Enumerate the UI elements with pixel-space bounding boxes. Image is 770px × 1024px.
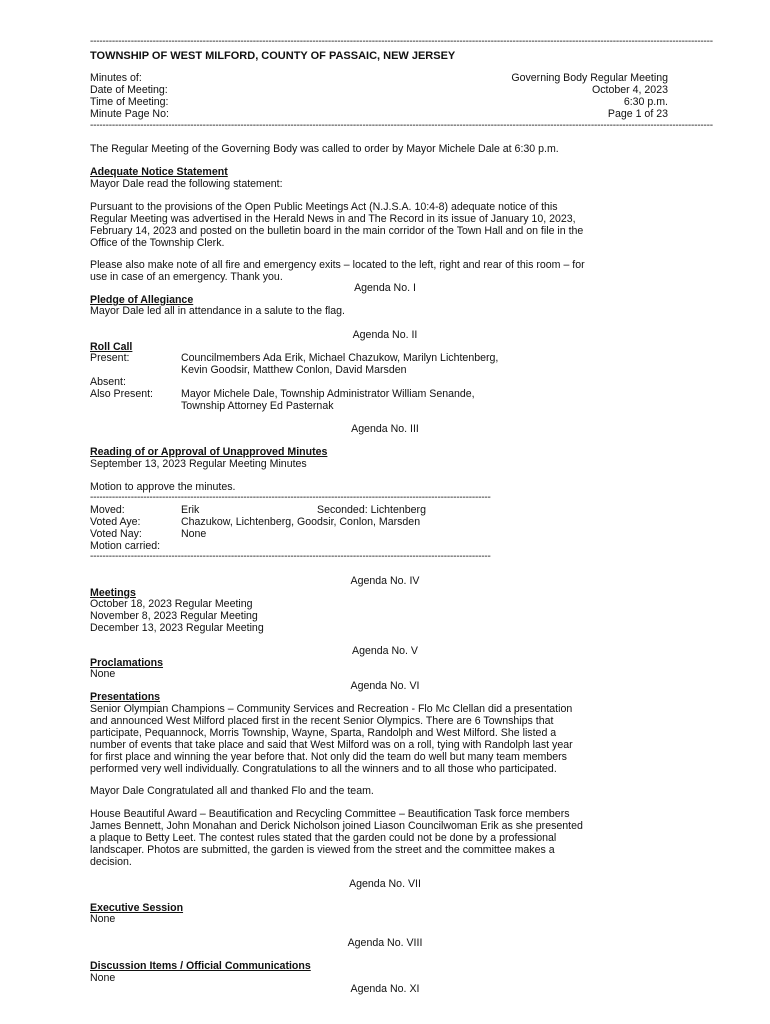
paragraph-line: use in case of an emergency. Thank you. [90, 271, 283, 283]
time-label: Time of Meeting: [90, 96, 169, 108]
agenda-number: Agenda No. XI [350, 983, 420, 995]
pledge-heading: Pledge of Allegiance [90, 294, 194, 306]
paragraph-line: landscaper. Photos are submitted, the garden is viewed from the street and the committee makes a [90, 844, 555, 856]
seconded-value: Seconded: Lichtenberg [317, 504, 426, 516]
paragraph-line: Senior Olympian Champions – Community Services and Recreation - Flo Mc Clellan did a presentation [90, 703, 573, 715]
minutes-of-label: Minutes of: [90, 72, 142, 84]
agenda-number: Agenda No. III [351, 423, 419, 435]
paragraph-line: performed very well individually. Congratulations to all the winners and to all those who participated. [90, 763, 557, 775]
notice-heading: Adequate Notice Statement [90, 166, 228, 178]
pledge-text: Mayor Dale led all in attendance in a salute to the flag. [90, 305, 345, 317]
minutes-of-value: Governing Body Regular Meeting [511, 72, 668, 84]
notice-paragraph [90, 201, 680, 249]
agenda-number: Agenda No. II [352, 329, 418, 341]
meetings-heading: Meetings [90, 587, 136, 599]
award-paragraph [90, 808, 680, 868]
paragraph-line: Please also make note of all fire and emergency exits – located to the left, right and rear of this room – for [90, 259, 585, 271]
presentation-paragraph [90, 703, 680, 775]
motion-rule: -------------------------------------------------------------------------------------------------------------------------------- [90, 551, 491, 562]
minutes-item: September 13, 2023 Regular Meeting Minutes [90, 458, 307, 470]
proclamations-heading: Proclamations [90, 657, 164, 669]
agenda-number: Agenda No. IV [350, 575, 420, 587]
voted-nay-value: None [181, 528, 207, 540]
paragraph-line: Office of the Township Clerk. [90, 237, 225, 249]
paragraph-line: number of events that take place and said that West Milford was on a roll, tying with Randolph last year [90, 739, 573, 751]
also-present-label: Also Present: [90, 388, 154, 400]
minutes-heading: Reading of or Approval of Unapproved Minutes [90, 446, 328, 458]
agenda-number: Agenda No. I [354, 282, 416, 294]
motion-rule: -------------------------------------------------------------------------------------------------------------------------------- [90, 492, 491, 503]
top-rule: ------------------------------------------------------------------------------------------------------------------------------------------------------------------------------------------------------- [90, 36, 713, 47]
present-names: Councilmembers Ada Erik, Michael Chazukow, Marilyn Lichtenberg, [181, 352, 499, 364]
paragraph-line: decision. [90, 856, 132, 868]
agenda-number: Agenda No. VIII [347, 937, 423, 949]
discussion-text: None [90, 972, 116, 984]
agenda-number: Agenda No. VI [350, 680, 420, 692]
congratulations-text: Mayor Dale Congratulated all and thanked Flo and the team. [90, 785, 374, 797]
paragraph-line: James Bennett, John Monahan and Derick Nicholson joined Liason Councilwoman Erik as she presented [90, 820, 583, 832]
paragraph-line: Regular Meeting was advertised in the Herald News in and The Record in its issue of January 10, 2023, [90, 213, 576, 225]
page-value: Page 1 of 23 [607, 108, 668, 120]
time-value: 6:30 p.m. [623, 96, 668, 108]
header-rule: ------------------------------------------------------------------------------------------------------------------------------------------------------------------------------------------------------- [90, 120, 713, 131]
paragraph-line: February 14, 2023 and posted on the bulletin board in the main corridor of the Town Hall and on file in the [90, 225, 584, 237]
discussion-heading: Discussion Items / Official Communications [90, 960, 311, 972]
paragraph-line: House Beautiful Award – Beautification and Recycling Committee – Beautification Task force members [90, 808, 570, 820]
paragraph-line: a plaque to Betty Leet. The contest rules stated that the garden could not be done by a professional [90, 832, 557, 844]
document-title: TOWNSHIP OF WEST MILFORD, COUNTY OF PASSAIC, NEW JERSEY [90, 50, 456, 62]
also-present-names: Mayor Michele Dale, Township Administrator William Senande, [181, 388, 475, 400]
present-names: Kevin Goodsir, Matthew Conlon, David Marsden [181, 364, 407, 376]
motion-text: Motion to approve the minutes. [90, 481, 236, 493]
motion-carried: Motion carried: [90, 540, 161, 552]
absent-label: Absent: [90, 376, 126, 388]
meeting-item: December 13, 2023 Regular Meeting [90, 622, 264, 634]
proclamations-text: None [90, 668, 116, 680]
roll-call-heading: Roll Call [90, 341, 133, 353]
page-label: Minute Page No: [90, 108, 169, 120]
executive-text: None [90, 913, 116, 925]
paragraph-line: Pursuant to the provisions of the Open Public Meetings Act (N.J.S.A. 10:4-8) adequate notice of this [90, 201, 558, 213]
voted-aye-label: Voted Aye: [90, 516, 141, 528]
moved-label: Moved: [90, 504, 125, 516]
meeting-item: November 8, 2023 Regular Meeting [90, 610, 258, 622]
paragraph-line: and announced West Milford placed first in the recent Senior Olympics. There are 6 Townships that [90, 715, 554, 727]
moved-value: Erik [181, 504, 200, 516]
also-present-names: Township Attorney Ed Pasternak [181, 400, 334, 412]
date-value: October 4, 2023 [592, 84, 668, 96]
agenda-number: Agenda No. VII [349, 878, 421, 890]
presentations-heading: Presentations [90, 691, 161, 703]
agenda-number: Agenda No. V [352, 645, 418, 657]
present-label: Present: [90, 352, 130, 364]
paragraph-line: for first place and winning the year before that. Not only did the team do well but many team members [90, 751, 567, 763]
paragraph-line: participate, Pequannock, Morris Township, Wayne, Sparta, Randolph and West Milford. She listed a [90, 727, 557, 739]
voted-aye-value: Chazukow, Lichtenberg, Goodsir, Conlon, Marsden [181, 516, 421, 528]
notice-intro: Mayor Dale read the following statement: [90, 178, 283, 190]
date-label: Date of Meeting: [90, 84, 168, 96]
meeting-item: October 18, 2023 Regular Meeting [90, 598, 253, 610]
emergency-paragraph [90, 259, 680, 283]
voted-nay-label: Voted Nay: [90, 528, 142, 540]
executive-heading: Executive Session [90, 902, 184, 914]
opening-statement: The Regular Meeting of the Governing Body was called to order by Mayor Michele Dale at 6:30 p.m. [90, 143, 559, 155]
